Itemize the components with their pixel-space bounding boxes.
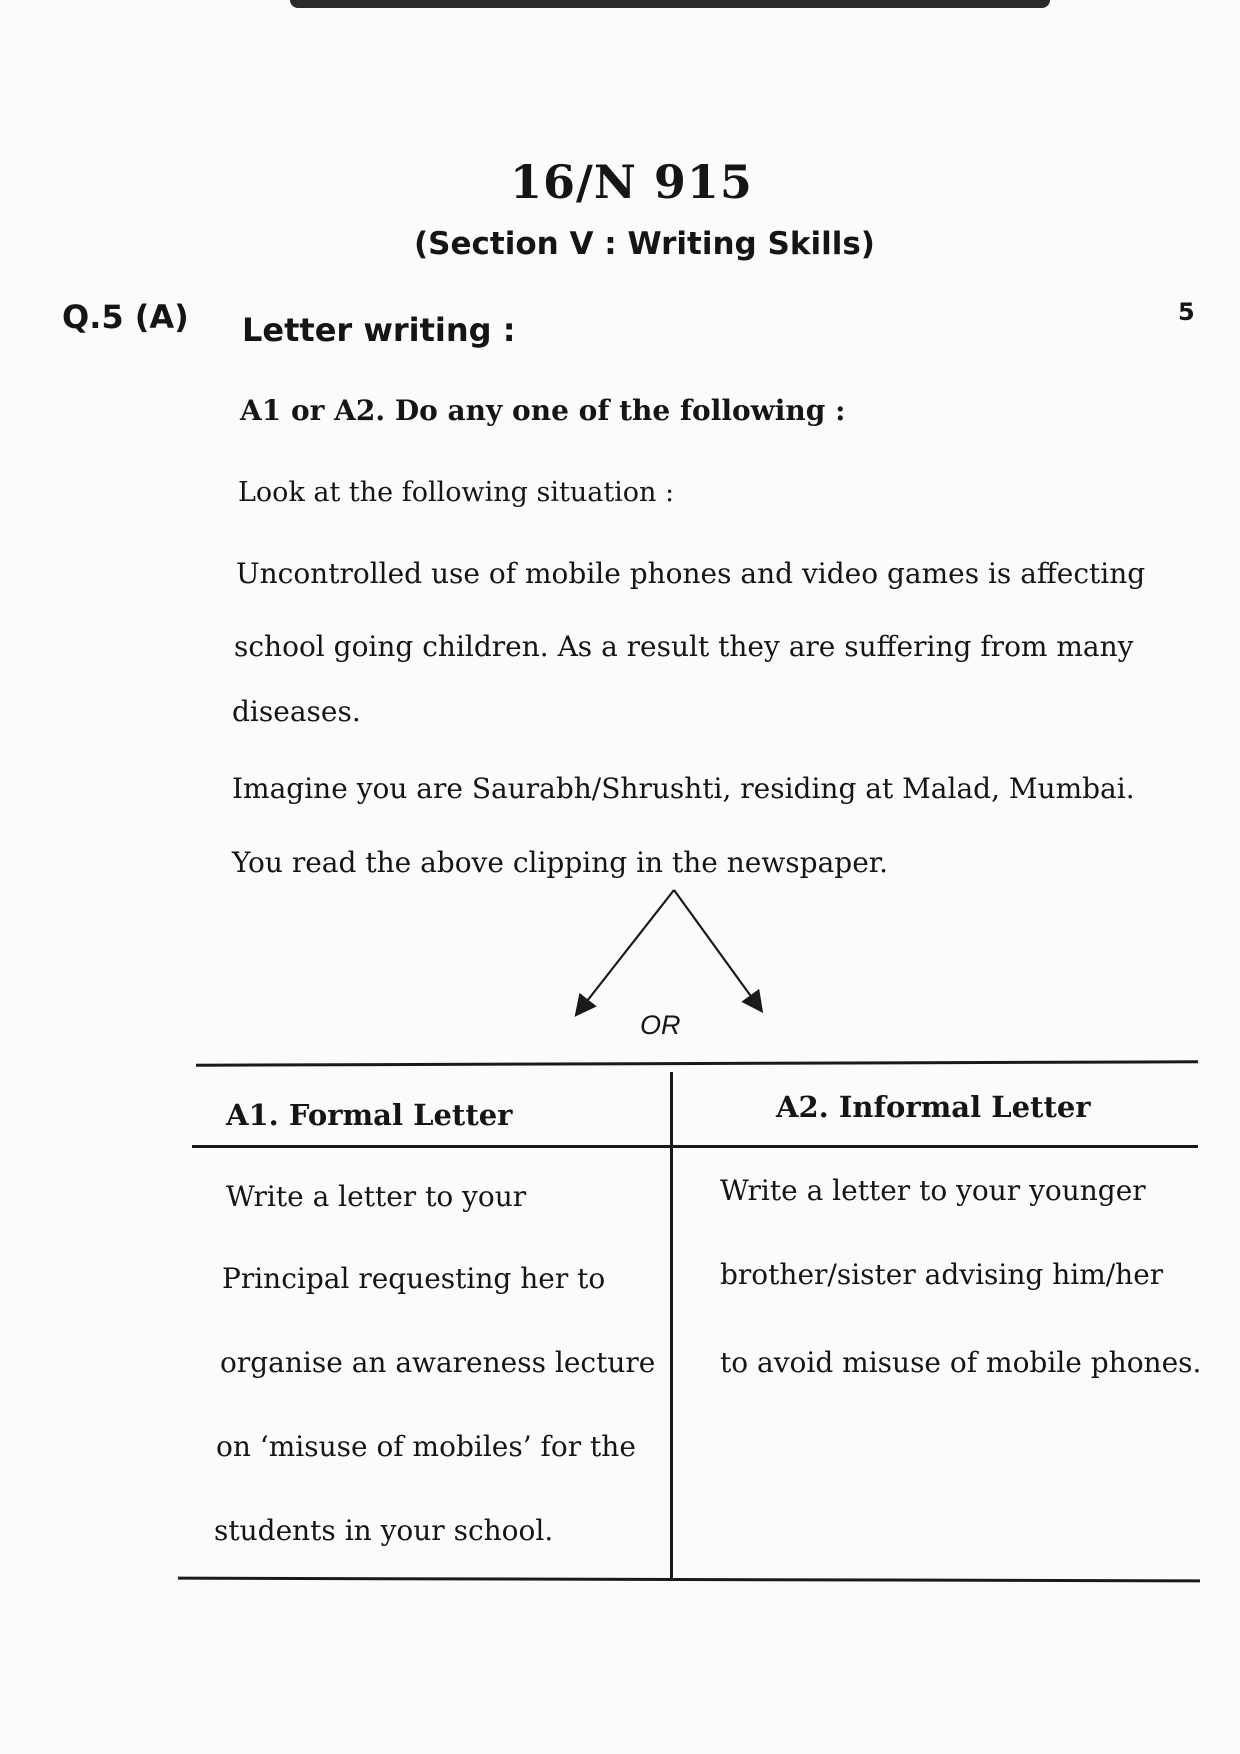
arrow-left	[580, 890, 674, 1010]
situation-intro: Look at the following situation :	[238, 477, 675, 508]
or-label: OR	[640, 1010, 681, 1040]
situation-line: diseases.	[232, 695, 361, 728]
instruction: A1 or A2. Do any one of the following :	[240, 394, 846, 427]
table-top-rule	[196, 1060, 1198, 1066]
section-title: (Section V : Writing Skills)	[414, 226, 875, 262]
table-bottom-rule	[178, 1577, 1200, 1583]
situation-line: Imagine you are Saurabh/Shrushti, residing at Malad, Mumbai.	[232, 772, 1135, 805]
question-number: Q.5 (A)	[62, 298, 189, 336]
situation-line: Uncontrolled use of mobile phones and video games is affecting	[236, 557, 1146, 590]
a2-header: A2. Informal Letter	[776, 1090, 1091, 1124]
a2-line: to avoid misuse of mobile phones.	[720, 1346, 1202, 1379]
a1-line: students in your school.	[214, 1514, 554, 1547]
table-column-divider	[670, 1072, 673, 1580]
question-title: Letter writing :	[242, 311, 516, 349]
question-marks: 5	[1178, 298, 1195, 326]
situation-line: school going children. As a result they are suffering from many	[234, 630, 1134, 663]
branch-arrows	[570, 880, 770, 1020]
page-top-edge	[290, 0, 1050, 8]
paper-code: 16/N 915	[510, 155, 753, 209]
a1-line: Principal requesting her to	[222, 1262, 606, 1295]
a1-header: A1. Formal Letter	[226, 1098, 513, 1132]
situation-line: You read the above clipping in the newspaper.	[232, 846, 888, 879]
arrow-right	[674, 890, 758, 1006]
a2-line: brother/sister advising him/her	[720, 1258, 1164, 1291]
a2-line: Write a letter to your younger	[720, 1174, 1146, 1207]
a1-line: Write a letter to your	[226, 1180, 527, 1213]
table-header-rule	[192, 1145, 1198, 1148]
a1-line: organise an awareness lecture	[220, 1346, 656, 1379]
a1-line: on ‘misuse of mobiles’ for the	[216, 1430, 636, 1463]
